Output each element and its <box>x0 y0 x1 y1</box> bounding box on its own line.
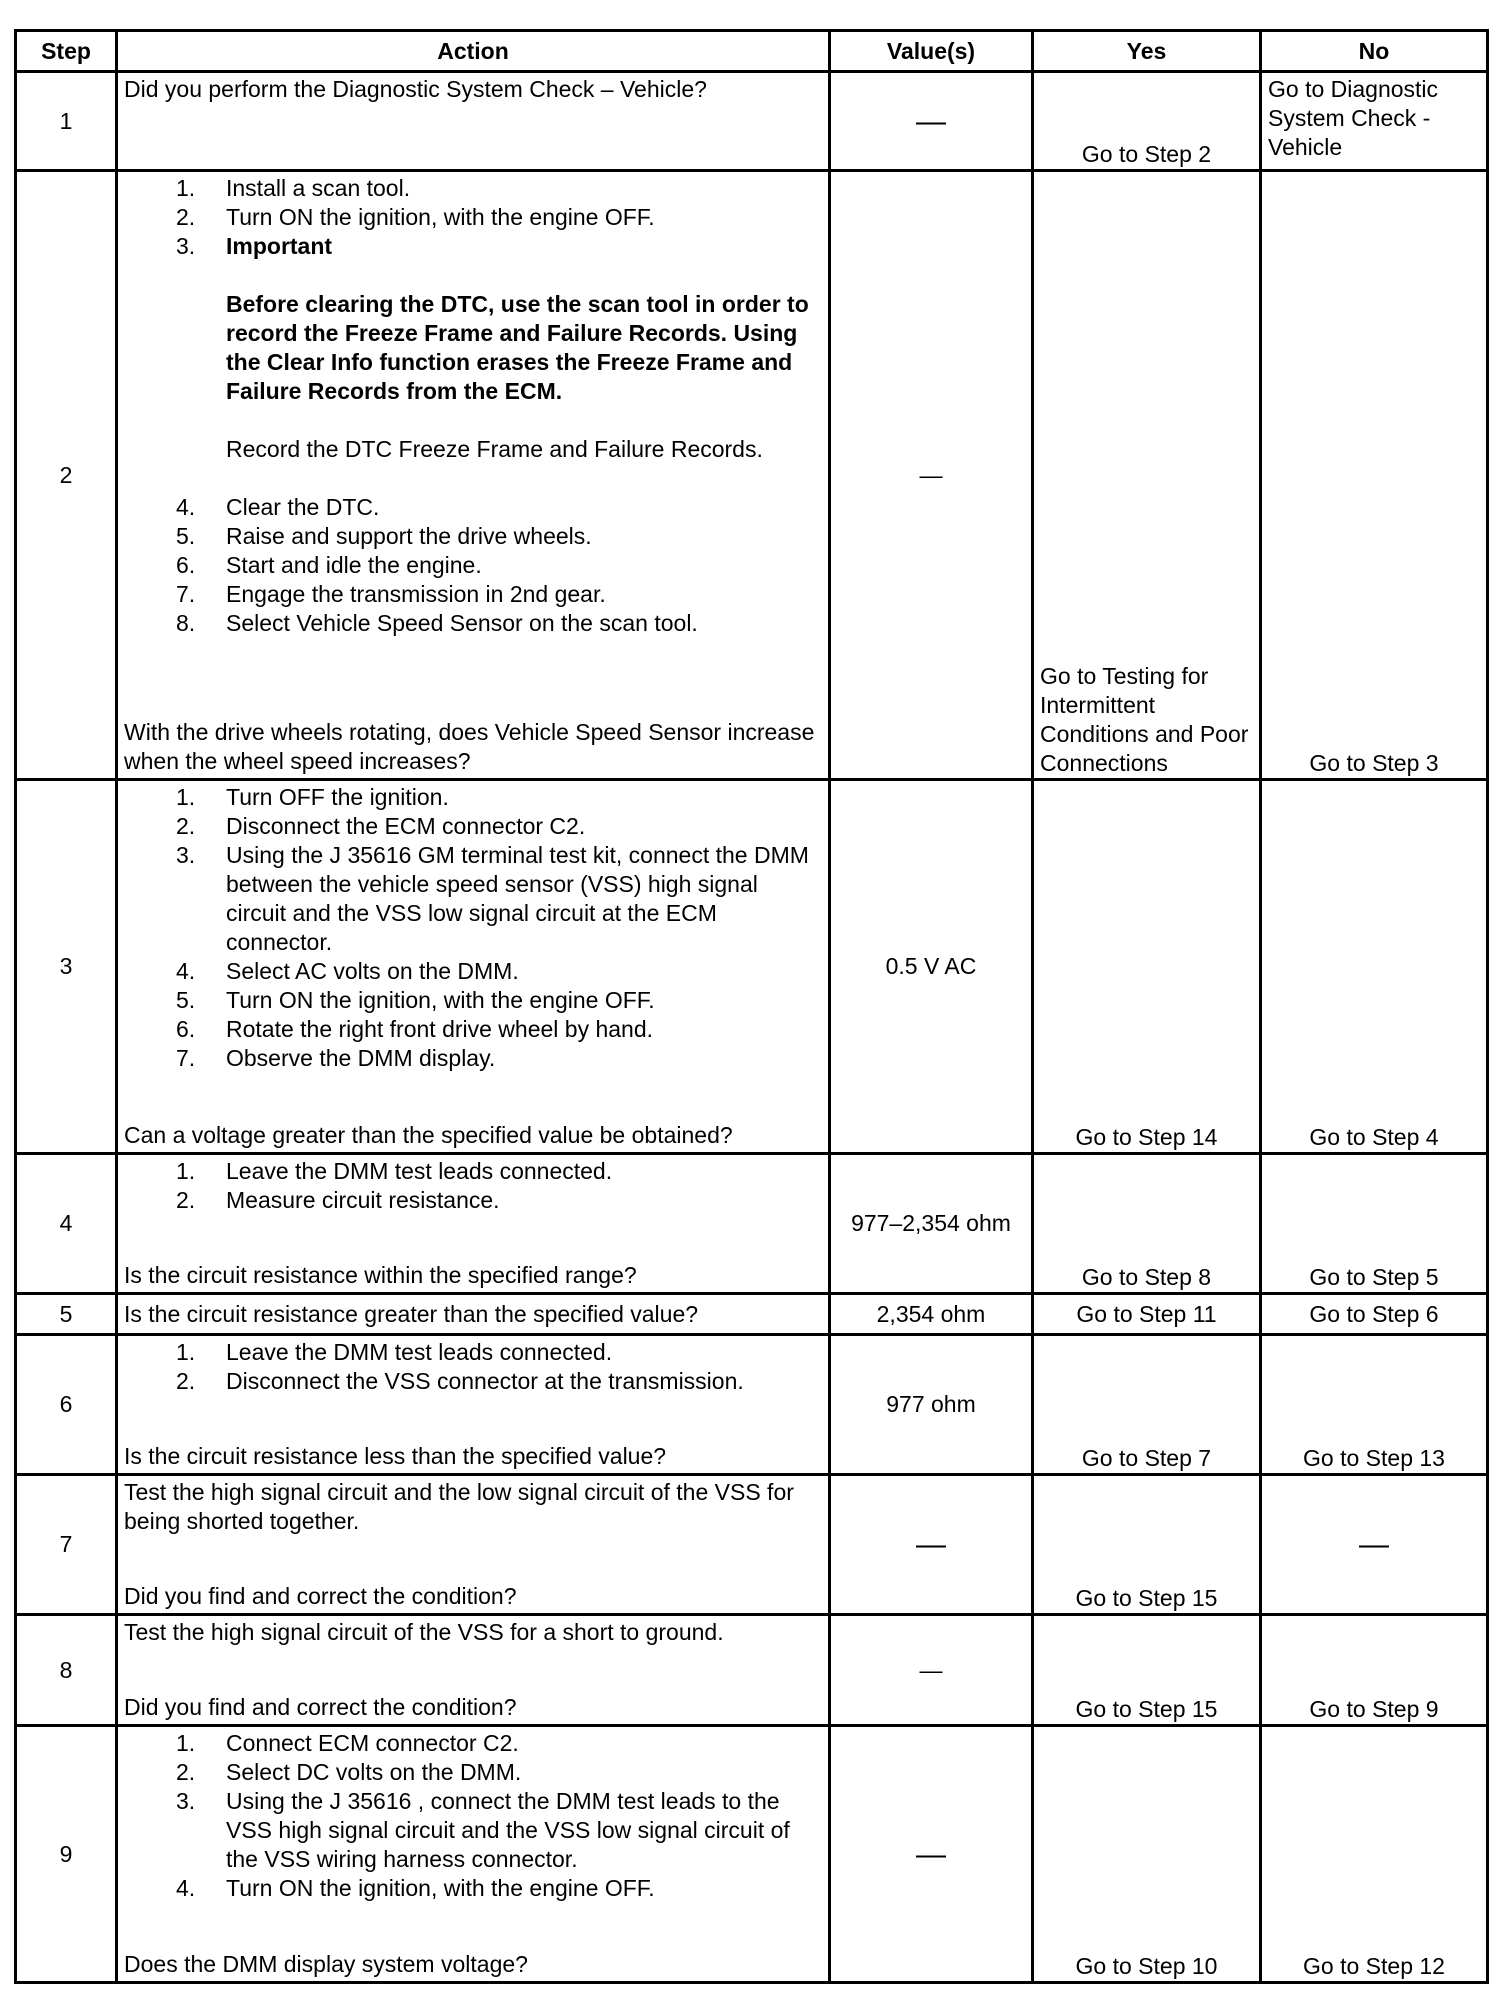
no-cell: Go to Step 5 <box>1261 1154 1488 1294</box>
action-question: Is the circuit resistance less than the specified value? <box>124 1443 667 1469</box>
step-number: 1 <box>16 72 117 171</box>
yes-cell: Go to Step 14 <box>1033 780 1261 1154</box>
action-steps <box>124 1155 822 1215</box>
action-question: Did you perform the Diagnostic System Check – Vehicle? <box>124 76 707 102</box>
step-number: 8 <box>16 1615 117 1726</box>
action-steps <box>124 781 822 1073</box>
action-cell <box>117 171 830 780</box>
yes-cell: Go to Step 10 <box>1033 1726 1261 1983</box>
no-cell: Go to Step 6 <box>1261 1294 1488 1335</box>
action-question: Is the circuit resistance greater than the specified value? <box>117 1294 830 1335</box>
value-cell: — <box>830 1726 1033 1983</box>
header-values: Value(s) <box>830 31 1033 72</box>
action-cell <box>117 1615 830 1726</box>
step-number: 5 <box>16 1294 117 1335</box>
action-step: 5. Turn ON the ignition, with the engine OFF. <box>176 987 655 1013</box>
action-steps <box>124 1336 822 1396</box>
step-number: 2 <box>16 171 117 780</box>
no-cell: — <box>1261 1475 1488 1615</box>
action-question: Did you find and correct the condition? <box>124 1694 517 1720</box>
table-row-step-8 <box>16 1615 1488 1726</box>
action-cell <box>117 1335 830 1475</box>
action-step: 3. Using the J 35616 , connect the DMM test leads to the VSS high signal circuit and the VSS low signal circuit of the VSS wiring harness connector. <box>176 1788 790 1872</box>
action-step: 1. Install a scan tool. <box>176 175 411 201</box>
no-cell: Go to Step 13 <box>1261 1335 1488 1475</box>
action-step: 2. Measure circuit resistance. <box>176 1187 500 1213</box>
action-step: 4. Select AC volts on the DMM. <box>176 958 519 984</box>
action-cell <box>117 1475 830 1615</box>
table-row-step-6 <box>16 1335 1488 1475</box>
header-row <box>16 31 1488 72</box>
header-yes: Yes <box>1033 31 1261 72</box>
no-cell: Go to Step 3 <box>1261 171 1488 780</box>
table-row-step-3 <box>16 780 1488 1154</box>
action-step: 8. Select Vehicle Speed Sensor on the scan tool. <box>176 610 698 636</box>
action-instruction: Test the high signal circuit and the low signal circuit of the VSS for being shorted together. <box>124 1479 794 1534</box>
value-cell: — <box>830 72 1033 171</box>
header-step: Step <box>16 31 117 72</box>
yes-cell: Go to Step 7 <box>1033 1335 1261 1475</box>
action-steps <box>124 1727 822 1903</box>
yes-cell: Go to Step 8 <box>1033 1154 1261 1294</box>
action-step: 2. Disconnect the VSS connector at the transmission. <box>176 1368 744 1394</box>
value-cell: — <box>830 1615 1033 1726</box>
value-cell: 977 ohm <box>830 1335 1033 1475</box>
value-cell: 2,354 ohm <box>830 1294 1033 1335</box>
action-step: 5. Raise and support the drive wheels. <box>176 523 592 549</box>
step-number: 4 <box>16 1154 117 1294</box>
action-instruction: Test the high signal circuit of the VSS for a short to ground. <box>124 1619 724 1645</box>
table-row-step-7 <box>16 1475 1488 1615</box>
action-question: Is the circuit resistance within the specified range? <box>124 1262 637 1288</box>
yes-cell: Go to Step 11 <box>1033 1294 1261 1335</box>
yes-cell: Go to Step 15 <box>1033 1475 1261 1615</box>
table-row-step-5 <box>16 1294 1488 1335</box>
diagnostic-table <box>14 29 1489 1984</box>
action-cell <box>117 72 830 171</box>
important-note: Before clearing the DTC, use the scan tool in order to record the Freeze Frame and Failure Records. Using the Clear Info function erases the Freeze Frame and Failure Records from the ECM. <box>226 291 809 404</box>
action-cell <box>117 1726 830 1983</box>
table-row-step-4 <box>16 1154 1488 1294</box>
action-step: 1. Leave the DMM test leads connected. <box>176 1158 613 1184</box>
record-instruction: Record the DTC Freeze Frame and Failure Records. <box>226 436 763 462</box>
no-cell: Go to Step 4 <box>1261 780 1488 1154</box>
important-heading: Important <box>226 233 333 259</box>
value-cell: — <box>830 171 1033 780</box>
action-question: Did you find and correct the condition? <box>124 1583 517 1609</box>
action-question: Can a voltage greater than the specified value be obtained? <box>124 1122 733 1148</box>
yes-cell: Go to Testing for Intermittent Conditions and Poor Connections <box>1033 171 1261 780</box>
action-steps <box>124 172 822 638</box>
table-row-step-1 <box>16 72 1488 171</box>
action-question: With the drive wheels rotating, does Vehicle Speed Sensor increase when the wheel speed increases? <box>124 719 815 774</box>
action-step: 2. Turn ON the ignition, with the engine OFF. <box>176 204 655 230</box>
action-step: 7. Engage the transmission in 2nd gear. <box>176 581 606 607</box>
no-cell: Go to Diagnostic System Check - Vehicle <box>1261 72 1488 171</box>
value-cell: — <box>830 1475 1033 1615</box>
action-cell <box>117 780 830 1154</box>
action-cell <box>117 1154 830 1294</box>
step-number: 3 <box>16 780 117 1154</box>
yes-cell: Go to Step 2 <box>1033 72 1261 171</box>
value-cell: 977–2,354 ohm <box>830 1154 1033 1294</box>
action-step: 4. Turn ON the ignition, with the engine OFF. <box>176 1875 655 1901</box>
action-step: 6. Rotate the right front drive wheel by hand. <box>176 1016 654 1042</box>
step-number: 7 <box>16 1475 117 1615</box>
yes-cell: Go to Step 15 <box>1033 1615 1261 1726</box>
header-no: No <box>1261 31 1488 72</box>
step-number: 9 <box>16 1726 117 1983</box>
no-cell: Go to Step 12 <box>1261 1726 1488 1983</box>
action-step: 2. Select DC volts on the DMM. <box>176 1759 522 1785</box>
action-step: 2. Disconnect the ECM connector C2. <box>176 813 586 839</box>
header-action: Action <box>117 31 830 72</box>
action-step: 4. Clear the DTC. <box>176 494 380 520</box>
step-number: 6 <box>16 1335 117 1475</box>
value-cell: 0.5 V AC <box>830 780 1033 1154</box>
action-step: 3. Using the J 35616 GM terminal test kit, connect the DMM between the vehicle speed sensor (VSS) high signal circuit and the VSS low signal circuit at the ECM connector. <box>176 842 809 955</box>
no-cell: Go to Step 9 <box>1261 1615 1488 1726</box>
action-question: Does the DMM display system voltage? <box>124 1951 528 1977</box>
table-row-step-9 <box>16 1726 1488 1983</box>
action-step: 1. Leave the DMM test leads connected. <box>176 1339 613 1365</box>
action-step: 1. Connect ECM connector C2. <box>176 1730 519 1756</box>
action-step: 6. Start and idle the engine. <box>176 552 482 578</box>
table-row-step-2 <box>16 171 1488 780</box>
action-step: 3. Important Before clearing the DTC, use the scan tool in order to record the Freeze Frame and Failure Records. Using the Clear Info function erases the Freeze Frame and Failure Records from the ECM. Record the DTC Freeze Frame and Failure Records. <box>124 232 822 464</box>
action-step: 1. Turn OFF the ignition. <box>176 784 449 810</box>
action-step: 7. Observe the DMM display. <box>176 1045 496 1071</box>
